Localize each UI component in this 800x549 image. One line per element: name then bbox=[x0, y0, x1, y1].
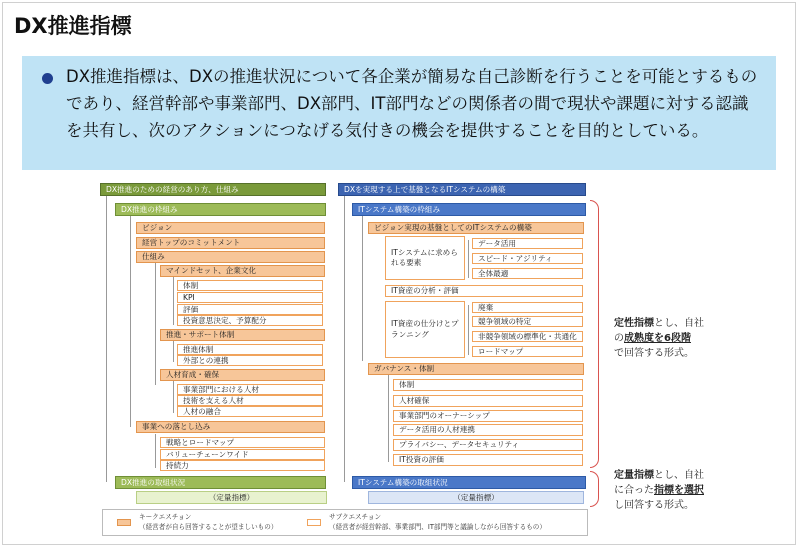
key-governance: ガバナンス・体制 bbox=[368, 363, 584, 375]
item-data-talent: データ活用の人材連携 bbox=[393, 424, 583, 436]
item-overall: 全体最適 bbox=[472, 268, 583, 279]
note-qual-text: で回答する形式。 bbox=[614, 348, 694, 359]
item-gov-system: 体制 bbox=[393, 379, 583, 391]
item-strategy: 戦略とロードマップ bbox=[160, 437, 325, 448]
group-planning: IT資産の仕分けとプランニング bbox=[385, 301, 465, 358]
left-framework: DX推進の枠組み bbox=[115, 203, 326, 216]
item-promo-system: 推進体制 bbox=[177, 344, 323, 355]
bullet-icon bbox=[42, 73, 53, 84]
legend bbox=[102, 509, 588, 536]
item-privacy: プライバシー、データセキュリティ bbox=[393, 439, 583, 451]
group-support: 推進・サポート体制 bbox=[160, 329, 325, 341]
left-header: DX推進のための経営のあり方、仕組み bbox=[100, 183, 326, 196]
brace-quantitative bbox=[590, 471, 599, 507]
item-gov-talent: 人材確保 bbox=[393, 395, 583, 407]
item-noncomp: 非競争領域の標準化・共通化 bbox=[472, 331, 583, 342]
legend-key-desc: （経営者が自ら回答することが望ましいもの） bbox=[139, 523, 278, 531]
group-req: ITシステムに求められる要素 bbox=[385, 236, 465, 280]
key-mechanism: 仕組み bbox=[136, 251, 325, 263]
key-commitment: 経営トップのコミットメント bbox=[136, 237, 325, 249]
item-system: 体制 bbox=[177, 280, 323, 291]
connector bbox=[388, 374, 389, 462]
legend-key-title: キークエスチョン bbox=[139, 513, 192, 521]
key-landing: 事業への落とし込み bbox=[136, 421, 325, 433]
item-value-chain: バリューチェーンワイド bbox=[160, 449, 325, 460]
item-owner: 事業部門のオーナーシップ bbox=[393, 410, 583, 422]
item-data-use: データ活用 bbox=[472, 238, 583, 249]
connector bbox=[155, 434, 156, 468]
item-biz-talent: 事業部門における人材 bbox=[177, 384, 323, 395]
page-title: DX推進指標 bbox=[14, 14, 132, 38]
legend-sub-swatch bbox=[307, 519, 321, 526]
brace-qualitative bbox=[590, 200, 599, 468]
connector bbox=[468, 305, 469, 355]
key-vision-base: ビジョン実現の基盤としてのITシステムの構築 bbox=[368, 222, 584, 234]
item-it-invest: IT投資の評価 bbox=[393, 454, 583, 466]
right-header: DXを実現する上で基盤となるITシステムの構築 bbox=[338, 183, 586, 196]
connector bbox=[173, 276, 174, 325]
summary-box bbox=[22, 56, 776, 170]
note-quant-text: し回答する形式。 bbox=[614, 500, 694, 511]
item-talent-fusion: 人材の融合 bbox=[177, 406, 323, 417]
item-disposal: 廃棄 bbox=[472, 302, 583, 313]
connector bbox=[362, 216, 363, 361]
note-qual-emphasis: 成熟度を6段階 bbox=[624, 333, 691, 344]
note-qual-text: の bbox=[614, 333, 624, 344]
summary-text: DX推進指標は、DXの推進状況について各企業が簡易な自己診断を行うことを可能とするものであり、経営幹部や事業部門、DX部門、IT部門などの関係者の間で現状や課題に対する認識を共有し、次のアクションにつなげる気付きの機会を提供することを目的としている。 bbox=[66, 67, 758, 140]
note-qual-term: 定性指標 bbox=[614, 318, 654, 329]
left-status: DX推進の取組状況 bbox=[115, 476, 326, 489]
connector bbox=[344, 194, 345, 482]
item-investment: 投資意思決定、予算配分 bbox=[177, 315, 323, 326]
item-sustain: 持続力 bbox=[160, 460, 325, 471]
connector bbox=[155, 262, 156, 385]
legend-sub-title: サブクエスチョン bbox=[329, 513, 382, 521]
item-evaluation: 評価 bbox=[177, 304, 323, 315]
legend-sub-desc: （経営者が経営幹部、事業部門、IT部門等と議論しながら回答するもの） bbox=[329, 523, 546, 531]
item-outside: 外部との連携 bbox=[177, 355, 323, 366]
note-quant-emphasis: 指標を選択 bbox=[654, 485, 704, 496]
note-quant-text: とし、自社 bbox=[654, 470, 704, 481]
note-quantitative bbox=[614, 468, 794, 513]
item-roadmap: ロードマップ bbox=[472, 346, 583, 357]
item-speed: スピード・アジリティ bbox=[472, 253, 583, 264]
note-qual-text: とし、自社 bbox=[654, 318, 704, 329]
key-vision: ビジョン bbox=[136, 222, 325, 234]
legend-key-swatch bbox=[117, 519, 131, 526]
note-quant-term: 定量指標 bbox=[614, 470, 654, 481]
note-quant-text: に合った bbox=[614, 485, 654, 496]
note-qualitative bbox=[614, 316, 794, 361]
group-talent: 人材育成・確保 bbox=[160, 369, 325, 381]
item-kpi: KPI bbox=[177, 292, 323, 303]
right-quant: （定量指標） bbox=[368, 491, 584, 504]
right-status: ITシステム構築の取組状況 bbox=[352, 476, 586, 489]
connector bbox=[468, 240, 469, 278]
connector bbox=[173, 340, 174, 362]
item-competitive: 競争領域の特定 bbox=[472, 316, 583, 327]
key-asset: IT資産の分析・評価 bbox=[385, 285, 583, 297]
connector bbox=[130, 216, 131, 427]
left-quant: （定量指標） bbox=[136, 491, 327, 504]
right-framework: ITシステム構築の枠組み bbox=[352, 203, 586, 216]
connector bbox=[173, 377, 174, 413]
connector bbox=[106, 194, 107, 482]
item-tech-talent: 技術を支える人材 bbox=[177, 395, 323, 406]
group-mindset: マインドセット、企業文化 bbox=[160, 265, 325, 277]
